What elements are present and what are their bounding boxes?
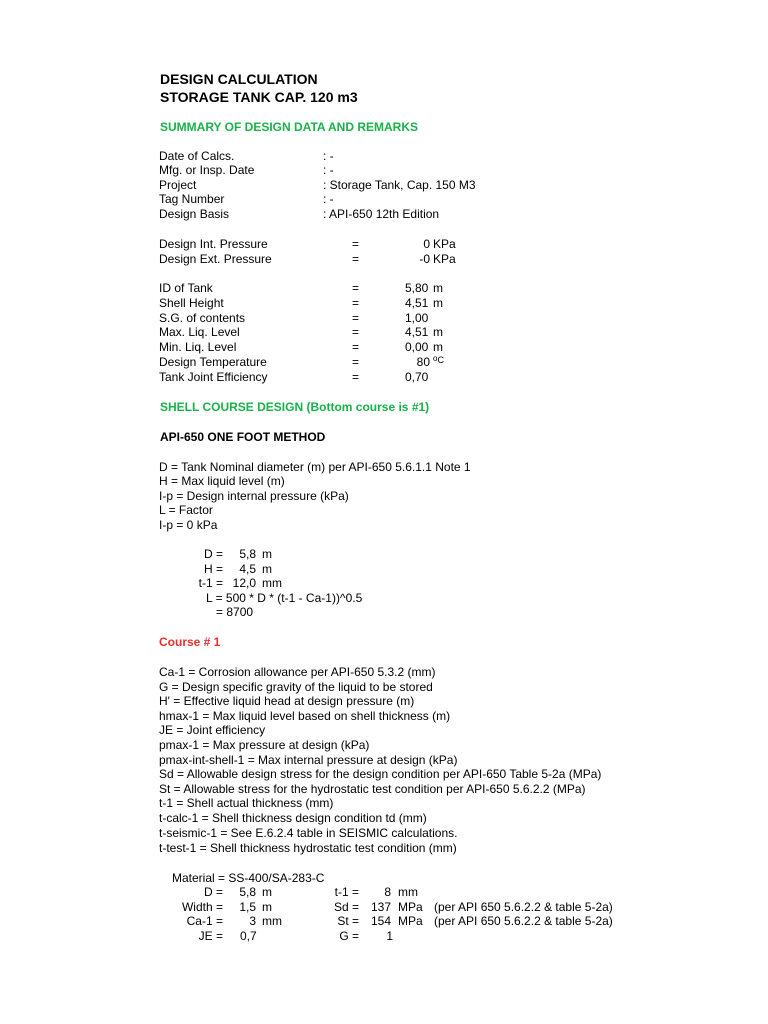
course-definition: St = Allowable stress for the hydrostatic test condition per API-650 5.6.2.2 (MPa): [159, 782, 586, 796]
param-value: 1,5: [239, 900, 256, 914]
param-note: (per API 650 5.6.2.2 & table 5-2a): [434, 914, 613, 928]
param-unit: m: [262, 900, 272, 914]
tank-label: S.G. of contents: [159, 311, 246, 325]
param-value: 5,8: [239, 885, 256, 899]
shell-design-heading: SHELL COURSE DESIGN (Bottom course is #1): [160, 400, 430, 414]
calc-unit: m: [262, 547, 272, 561]
summary-value: : -: [323, 192, 334, 206]
pressure-label: Design Ext. Pressure: [159, 252, 272, 266]
param-label: G =: [339, 929, 359, 943]
definition-line: I-p = 0 kPa: [159, 518, 218, 532]
calc-value: 12,0: [232, 576, 256, 590]
equals-sign: =: [352, 325, 360, 339]
tank-label: ID of Tank: [159, 281, 213, 295]
param-unit: MPa: [398, 900, 423, 914]
equals-sign: =: [352, 355, 360, 369]
summary-value: : API-650 12th Edition: [323, 207, 440, 221]
tank-label: Max. Liq. Level: [159, 325, 240, 339]
summary-label: Mfg. or Insp. Date: [159, 163, 255, 177]
param-unit: mm: [398, 885, 418, 899]
material-line: Material = SS-400/SA-283-C: [172, 871, 325, 885]
param-value: 154: [370, 914, 391, 928]
equals-sign: =: [352, 311, 360, 325]
pressure-value: 0: [423, 237, 430, 251]
summary-label: Tag Number: [159, 192, 225, 206]
equals-sign: =: [352, 237, 360, 251]
course-definition: H' = Effective liquid head at design pressure (m): [159, 694, 415, 708]
tank-unit: m: [433, 281, 443, 295]
tank-value: 1,00: [405, 311, 429, 325]
summary-label: Project: [159, 178, 197, 192]
param-label: St =: [337, 914, 359, 928]
course-definition: t-1 = Shell actual thickness (mm): [159, 796, 334, 810]
calc-label: H =: [203, 562, 223, 576]
definition-line: I-p = Design internal pressure (kPa): [159, 489, 349, 503]
degree-symbol: o: [433, 354, 438, 363]
pressure-value: -0: [419, 252, 430, 266]
param-label: Sd =: [333, 900, 359, 914]
calc-value: 4,5: [239, 562, 256, 576]
summary-heading: SUMMARY OF DESIGN DATA AND REMARKS: [160, 120, 418, 134]
summary-value: : -: [323, 149, 334, 163]
course-definition: hmax-1 = Max liquid level based on shell thickness (m): [159, 709, 451, 723]
param-label: Width =: [181, 900, 223, 914]
equals-sign: =: [352, 340, 360, 354]
calc-label: D =: [203, 547, 223, 561]
equals-sign: =: [352, 281, 360, 295]
course-definition: t-seismic-1 = See E.6.2.4 table in SEISMIC calculations.: [159, 826, 458, 840]
tank-value: 0,70: [405, 370, 429, 384]
param-value: 0,7: [240, 929, 257, 943]
temperature-unit: [433, 353, 444, 367]
celsius-letter: C: [437, 355, 444, 365]
summary-value: : Storage Tank, Cap. 150 M3: [323, 178, 476, 192]
param-label: Ca-1 =: [186, 914, 223, 928]
equals-sign: =: [352, 252, 360, 266]
course-definition: pmax-int-shell-1 = Max internal pressure at design (kPa): [159, 753, 458, 767]
l-result: = 8700: [216, 605, 254, 619]
param-unit: MPa: [398, 914, 423, 928]
param-label: t-1 =: [334, 885, 359, 899]
tank-label: Min. Liq. Level: [159, 340, 237, 354]
course-definition: Ca-1 = Corrosion allowance per API-650 5.3.2 (mm): [159, 665, 436, 679]
summary-label: Design Basis: [159, 207, 230, 221]
param-label: JE =: [198, 929, 223, 943]
calc-value: 5,8: [239, 547, 256, 561]
pressure-unit: KPa: [433, 237, 456, 251]
tank-unit: m: [433, 325, 443, 339]
tank-value: 4,51: [405, 296, 429, 310]
course-definition: JE = Joint efficiency: [159, 723, 266, 737]
course-definition: t-test-1 = Shell thickness hydrostatic test condition (mm): [159, 841, 457, 855]
method-heading: API-650 ONE FOOT METHOD: [160, 430, 326, 444]
course-definition: t-calc-1 = Shell thickness design condition td (mm): [159, 811, 427, 825]
tank-unit: m: [433, 340, 443, 354]
document-title: DESIGN CALCULATION: [160, 71, 318, 87]
param-label: D =: [203, 885, 223, 899]
course-definition: G = Design specific gravity of the liquid to be stored: [159, 680, 433, 694]
param-unit: m: [262, 885, 272, 899]
param-value: 3: [249, 914, 256, 928]
param-value: 1: [386, 929, 393, 943]
param-value: 137: [370, 900, 391, 914]
calc-unit: m: [262, 562, 272, 576]
course-definition: pmax-1 = Max pressure at design (kPa): [159, 738, 370, 752]
definition-line: L = Factor: [159, 503, 213, 517]
course-heading: Course # 1: [159, 635, 221, 649]
course-definition: Sd = Allowable design stress for the design condition per API-650 Table 5-2a (MPa): [159, 767, 602, 781]
param-note: (per API 650 5.6.2.2 & table 5-2a): [434, 900, 613, 914]
param-unit: mm: [262, 914, 282, 928]
tank-value: 4,51: [405, 325, 429, 339]
equals-sign: =: [352, 370, 360, 384]
equals-sign: =: [352, 296, 360, 310]
document-subtitle: STORAGE TANK CAP. 120 m3: [160, 89, 358, 105]
tank-label: Design Temperature: [159, 355, 267, 369]
summary-label: Date of Calcs.: [159, 149, 235, 163]
tank-value: 0,00: [405, 340, 429, 354]
tank-value: 5,80: [405, 281, 429, 295]
calc-unit: mm: [262, 576, 282, 590]
calc-label: t-1 =: [198, 576, 223, 590]
tank-label: Tank Joint Efficiency: [159, 370, 268, 384]
tank-unit: m: [433, 296, 443, 310]
tank-label: Shell Height: [159, 296, 224, 310]
l-formula: L = 500 * D * (t-1 - Ca-1))^0.5: [206, 591, 363, 605]
definition-line: D = Tank Nominal diameter (m) per API-650 5.6.1.1 Note 1: [159, 460, 471, 474]
pressure-label: Design Int. Pressure: [159, 237, 268, 251]
param-value: 8: [384, 885, 391, 899]
tank-value: 80: [416, 355, 430, 369]
definition-line: H = Max liquid level (m): [159, 474, 285, 488]
summary-value: : -: [323, 163, 334, 177]
pressure-unit: KPa: [433, 252, 456, 266]
